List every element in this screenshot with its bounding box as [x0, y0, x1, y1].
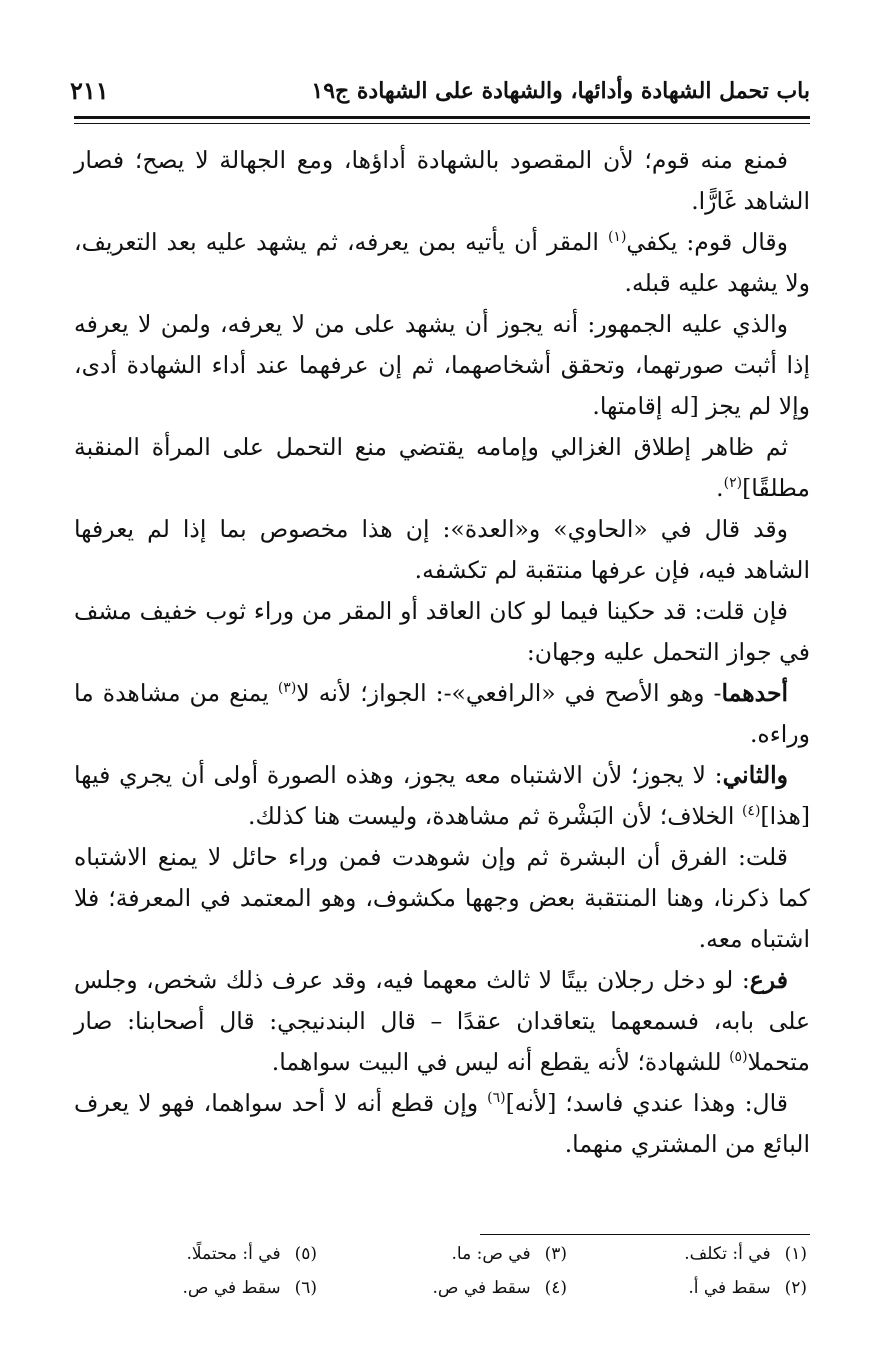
bold-lead: فرع: [749, 966, 788, 994]
footnote-ref: (٥): [729, 1049, 748, 1066]
footnote: (٣)في ص: ما.: [451, 1244, 567, 1264]
header-rule-thin: [74, 123, 810, 124]
paragraph: قلت: الفرق أن البشرة ثم وإن شوهدت فمن وراء حائل لا يمنع الاشتباه كما ذكرنا، وهنا المنتقبة بعض وجهها مكشوف، وهو المعتمد في المعرفة؛ فلا اشتباه معه.: [74, 843, 810, 953]
footnote: (٢)سقط في أ.: [688, 1278, 807, 1298]
paragraph: قال: وهذا عندي فاسد؛ [لأنه]$^{(٦)}$ وإن قطع أنه لا أحد سواهما، فهو لا يعرف البائع من المشتري منهما.: [74, 1089, 810, 1158]
footnote-separator: [480, 1234, 810, 1235]
chapter-title: باب تحمل الشهادة وأدائها، والشهادة على الشهادة ج١٩: [311, 78, 810, 104]
paragraph: فمنع منه قوم؛ لأن المقصود بالشهادة أداؤها، ومع الجهالة لا يصح؛ فصار الشاهد غَارًّا.: [74, 146, 810, 215]
footnote: (٤)سقط في ص.: [432, 1278, 567, 1298]
footnote-ref: (٢): [723, 475, 743, 492]
header-rule-thick: [74, 116, 810, 119]
paragraph: فإن قلت: قد حكينا فيما لو كان العاقد أو المقر من وراء ثوب خفيف مشف في جواز التحمل عليه وجهان:: [74, 597, 810, 666]
footnote: (٥)في أ: محتملًا.: [186, 1244, 317, 1264]
bold-lead: والثاني: [722, 761, 788, 789]
main-text: [74, 140, 810, 1165]
paragraph: أحدهما- وهو الأصح في «الرافعي»-: الجواز؛ لأنه لا$^{(٣)}$ يمنع من مشاهدة ما وراءه.: [74, 679, 810, 748]
bold-lead: أحدهما: [721, 679, 788, 707]
footnote-ref: (٦): [487, 1090, 506, 1107]
paragraph: وقد قال في «الحاوي» و«العدة»: إن هذا مخصوص بما إذا لم يعرفها الشاهد فيه، فإن عرفها منتقبة لم تكشفه.: [74, 515, 810, 584]
footnote: (١)في أ: تكلف.: [684, 1244, 807, 1264]
page-number: ٢١١: [70, 76, 109, 105]
footnote-ref: (٣): [277, 680, 297, 697]
running-header: [70, 72, 810, 112]
paragraph: والثاني: لا يجوز؛ لأن الاشتباه معه يجوز، وهذه الصورة أولى أن يجري فيها [هذا]$^{(٤)}$ الخلاف؛ لأن البَشْرة ثم مشاهدة، وليست هنا كذلك.: [74, 761, 810, 830]
paragraph: والذي عليه الجمهور: أنه يجوز أن يشهد على من لا يعرفه، ولمن لا يعرفه إذا أثبت صورتهما، وتحقق أشخاصهما، ثم إن عرفهما عند أداء الشهادة أدى، وإلا لم يجز [له إقامتها.: [74, 310, 810, 420]
paragraph: وقال قوم: يكفي$^{(١)}$ المقر أن يأتيه بمن يعرفه، ثم يشهد عليه بعد التعريف، ولا يشهد عليه قبله.: [74, 228, 810, 297]
footnotes: [110, 1244, 807, 1314]
footnote-ref: (٤): [741, 803, 761, 820]
footnote: (٦)سقط في ص.: [182, 1278, 317, 1298]
paragraph: فرع: لو دخل رجلان بيتًا لا ثالث معهما فيه، وقد عرف ذلك شخص، وجلس على بابه، فسمعهما يتعاقدان عقدًا – قال البندنيجي: قال أصحابنا: صار متحملا$^{(٥)}$ للشهادة؛ لأنه يقطع أنه ليس في البيت سواهما.: [74, 966, 810, 1076]
paragraph: ثم ظاهر إطلاق الغزالي وإمامه يقتضي منع التحمل على المرأة المنقبة مطلقًا]$^{(٢)}$.: [74, 433, 810, 502]
footnote-ref: (١): [607, 229, 627, 246]
